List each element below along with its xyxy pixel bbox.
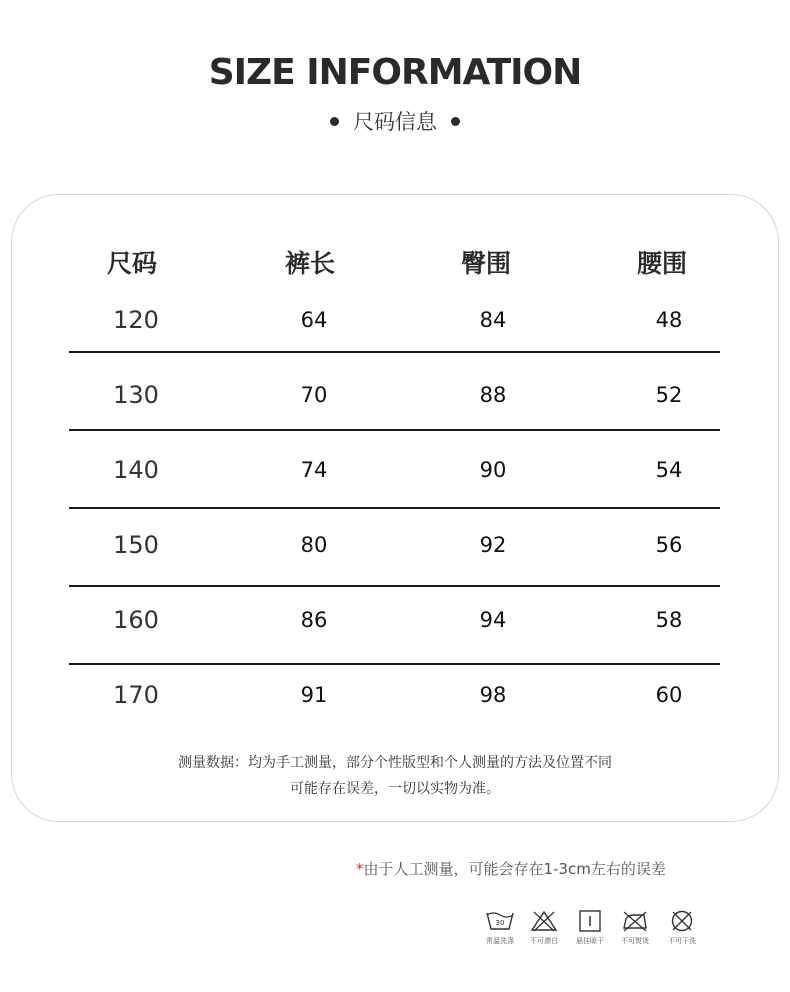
no-iron-icon xyxy=(620,910,650,932)
no-dry-clean-icon xyxy=(667,910,697,932)
waist-cell: 58 xyxy=(655,608,683,632)
measurement-note-line2: 可能存在误差，一切以实物为准。 xyxy=(290,781,500,797)
column-header-length: 裤长 xyxy=(284,249,335,278)
error-note xyxy=(356,858,666,879)
size-cell: 160 xyxy=(113,606,159,634)
table-row xyxy=(0,675,790,715)
length-cell: 91 xyxy=(300,683,328,707)
waist-cell: 52 xyxy=(655,383,683,407)
waist-cell: 56 xyxy=(655,533,683,557)
care-label: 不可熨烫 xyxy=(621,937,649,945)
waist-cell: 60 xyxy=(655,683,683,707)
hang-dry-icon xyxy=(575,910,605,932)
error-note-asterisk: * xyxy=(356,860,364,878)
wash-30-icon xyxy=(485,910,515,932)
row-divider xyxy=(69,429,720,431)
length-cell: 80 xyxy=(300,533,328,557)
column-header-size: 尺码 xyxy=(106,249,157,278)
no-bleach-icon xyxy=(529,910,559,932)
table-row xyxy=(0,450,790,490)
measurement-note-line1: 测量数据：均为手工测量，部分个性版型和个人测量的方法及位置不同 xyxy=(178,755,612,771)
hip-cell: 94 xyxy=(479,608,507,632)
subtitle-row xyxy=(0,106,790,136)
hip-cell: 90 xyxy=(479,458,507,482)
page-title: SIZE INFORMATION xyxy=(208,52,582,93)
column-header-hip: 臀围 xyxy=(460,249,511,278)
bullet-dot-left xyxy=(330,117,339,126)
table-row xyxy=(0,375,790,415)
waist-cell: 54 xyxy=(655,458,683,482)
length-cell: 86 xyxy=(300,608,328,632)
length-cell: 74 xyxy=(300,458,328,482)
error-note-text: 由于人工测量，可能会存在1-3cm左右的误差 xyxy=(363,860,666,878)
care-label: 不可干洗 xyxy=(668,937,696,945)
waist-cell: 48 xyxy=(655,308,683,332)
hip-cell: 84 xyxy=(479,308,507,332)
table-row xyxy=(0,525,790,565)
row-divider xyxy=(69,585,720,587)
care-label: 悬挂晾干 xyxy=(576,937,604,945)
size-cell: 120 xyxy=(113,306,159,334)
care-item-dryclean xyxy=(652,910,712,946)
column-header-waist: 腰围 xyxy=(636,249,687,278)
length-cell: 64 xyxy=(300,308,328,332)
care-label: 常温洗涤 xyxy=(486,937,514,945)
size-cell: 140 xyxy=(113,456,159,484)
row-divider xyxy=(69,351,720,353)
hip-cell: 88 xyxy=(479,383,507,407)
subtitle: 尺码信息 xyxy=(353,110,437,134)
length-cell: 70 xyxy=(300,383,328,407)
care-label: 不可漂白 xyxy=(530,937,558,945)
table-row xyxy=(0,600,790,640)
row-divider xyxy=(69,663,720,665)
size-cell: 130 xyxy=(113,381,159,409)
hip-cell: 98 xyxy=(479,683,507,707)
hip-cell: 92 xyxy=(479,533,507,557)
size-cell: 170 xyxy=(113,681,159,709)
row-divider xyxy=(69,507,720,509)
size-cell: 150 xyxy=(113,531,159,559)
wash-temp: 30 xyxy=(495,919,505,927)
table-row xyxy=(0,300,790,340)
bullet-dot-right xyxy=(451,117,460,126)
